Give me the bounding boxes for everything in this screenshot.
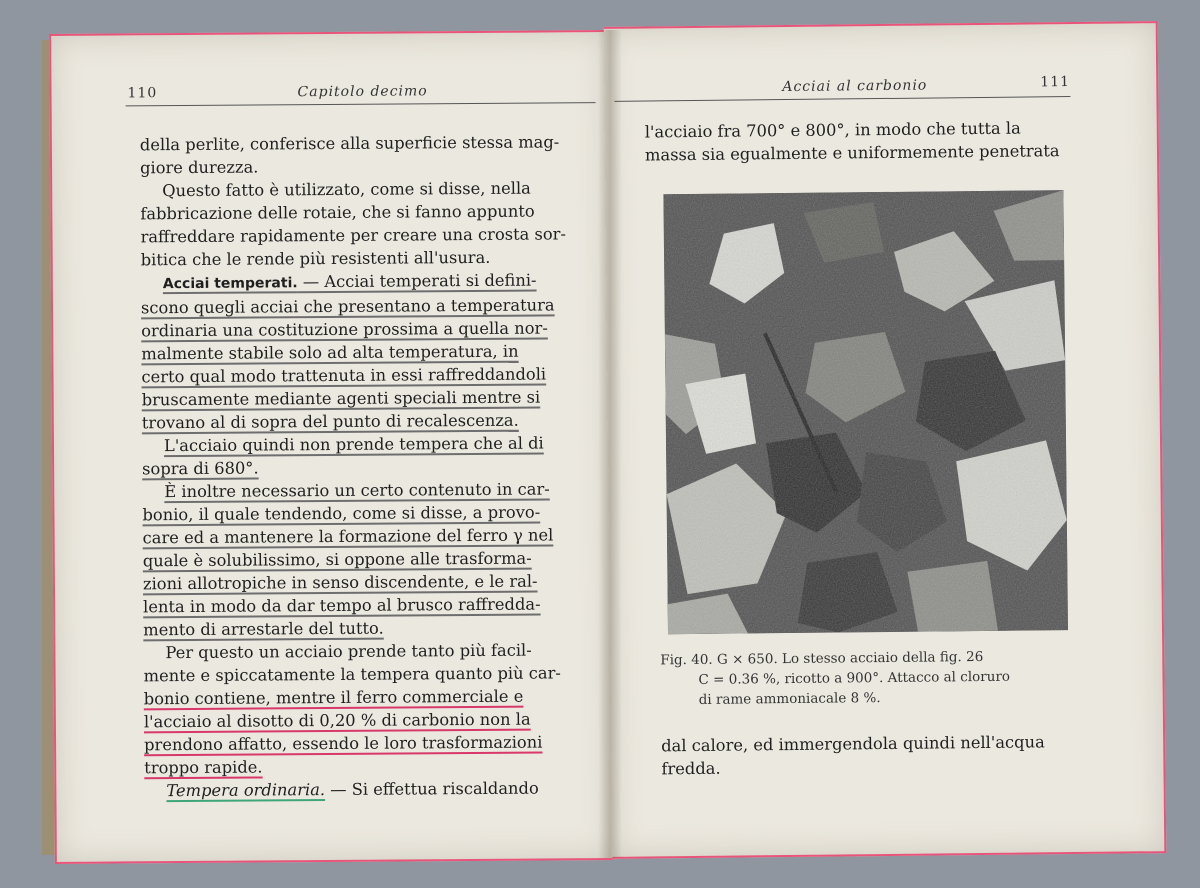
text-line: l'acciaio al disotto di 0,20 % di carbonio non la: [143, 709, 531, 732]
caption-line: di rame ammoniacale 8 %.: [698, 690, 881, 708]
header-rule-left: [126, 102, 596, 106]
text-line: care ed a mantenere la formazione del ferro γ nel: [142, 525, 554, 548]
text-line: trovano al di sopra del punto di recalescenza.: [141, 410, 519, 433]
text-line: giore durezza.: [139, 157, 259, 178]
text-line: prendono affatto, essendo le loro trasformazioni: [144, 732, 543, 755]
text-line: — Acciai temperati si defini-: [297, 270, 537, 292]
figure-caption: [660, 646, 1061, 710]
text-line: zioni allotropiche in senso discendente, e le ral-: [142, 571, 538, 594]
text-line: bruscamente mediante agenti speciali mentre si: [141, 387, 541, 410]
text-line: raffreddare rapidamente per creare una crosta sor-: [140, 224, 567, 247]
right-page-top-text: [645, 116, 1075, 167]
left-page-body: [140, 130, 575, 802]
caption-line: C = 0.36 %, ricotto a 900°. Attacco al cloruro: [698, 668, 1011, 688]
text-line: scono quegli acciai che presentano a temperatura: [140, 295, 555, 318]
subsection-heading: Tempera ordinaria.: [166, 780, 326, 801]
section-heading: Acciai temperati.: [162, 275, 298, 293]
left-page: [49, 30, 613, 864]
book-gutter: [598, 30, 622, 858]
micrograph-image: [663, 190, 1068, 634]
last-line: [144, 776, 574, 802]
caption-line: Fig. 40. G × 650. Lo stesso acciaio della fig. 26: [660, 648, 984, 669]
text-line: Questo fatto è utilizzato, come si disse, nella: [162, 178, 531, 201]
text-line: troppo rapide.: [144, 757, 263, 778]
text-line: lenta in modo da dar tempo al brusco raffredda-: [143, 594, 541, 617]
text-line: fredda.: [661, 758, 721, 779]
section-first-line: [141, 268, 571, 296]
text-line: mento di arrestarle del tutto.: [143, 618, 384, 640]
right-page-bottom-text: [661, 730, 1081, 780]
text-line: dal calore, ed immergendola quindi nell'acqua: [661, 732, 1045, 756]
text-line: massa sia egualmente e uniformemente penetrata: [644, 141, 1060, 165]
text-line: malmente stabile solo ad alta temperatura, in: [141, 341, 519, 364]
text-line: certo qual modo trattenuta in essi raffreddandoli: [141, 364, 547, 387]
text-line: della perlite, conferisce alla superficie stessa mag-: [139, 132, 560, 155]
text-line: bonio contiene, mentre il ferro commerciale e: [143, 686, 524, 709]
text-line: È inoltre necessario un certo contenuto in car-: [164, 479, 550, 502]
header-rule-right: [614, 96, 1070, 102]
right-page: [604, 21, 1167, 859]
text-line: L'acciaio quindi non prende tempera che al di: [163, 433, 544, 456]
text-line: l'acciaio fra 700° e 800°, in modo che tutta la: [644, 118, 1021, 142]
text-line: quale è solubilissimo, si oppone alle trasforma-: [142, 548, 532, 571]
text-line: fabbricazione delle rotaie, che si fanno appunto: [140, 201, 535, 224]
micrograph-photo: [663, 190, 1068, 634]
text-line: Per questo un acciaio prende tanto più facil-: [165, 640, 532, 663]
text-line: mente e spiccatamente la tempera quanto più car-: [143, 663, 561, 686]
text-line: bonio, il quale tendendo, come si disse, a provo-: [142, 502, 541, 525]
text-line: sopra di 680°.: [142, 458, 259, 479]
text-line: — Si effettua riscaldando: [324, 778, 539, 800]
running-head-left: Capitolo decimo: [297, 83, 428, 101]
running-head-right: Acciai al carbonio: [782, 77, 928, 96]
text-line: bitica che le rende più resistenti all'usura.: [140, 247, 491, 270]
page-number-left: 110: [127, 85, 158, 102]
text-line: ordinaria una costituzione prossima a quella nor-: [141, 318, 548, 341]
page-number-right: 111: [1040, 74, 1071, 91]
